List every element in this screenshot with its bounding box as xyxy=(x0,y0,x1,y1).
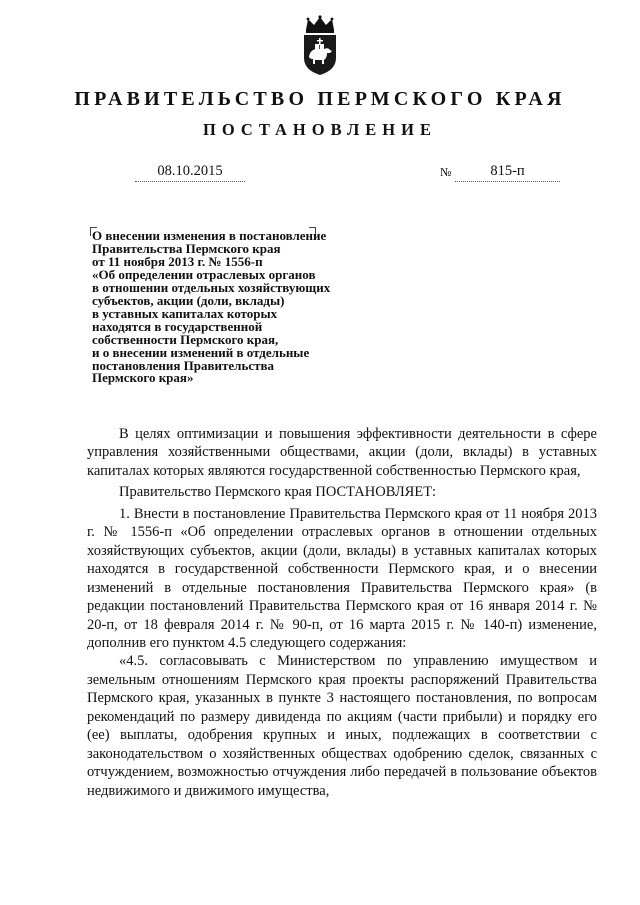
document-body xyxy=(87,425,597,800)
subject-line: «Об определении отраслевых органов xyxy=(92,266,316,282)
subject-line: от 11 ноября 2013 г. № 1556-п xyxy=(92,253,263,269)
document-date: 08.10.2015 xyxy=(135,163,245,182)
item-4-5-paragraph: «4.5. согласовывать с Министерством по управлению имуществом и земельным отношениям Пермского края проекты распоряжений Правительства Пермского края, указанных в пункте 3 настоящего постановления, по вопросам рекомендаций по размеру дивиденда по акциям (части прибыли) и порядку его (ее) выплаты, одобрения крупных и иных, подлежащих в соответствии с законодательством о хозяйственных обществах одобрению сделок, связанных с отчуждением, возможностью отчуждения либо передачей в пользование объектов недвижимого и движимого имущества, xyxy=(87,653,597,799)
preamble-paragraph: В целях оптимизации и повышения эффективности деятельности в сфере управления хозяйственными обществами, акции (доли, вклады) в уставных капиталах которых являются государственной собственностью Пермского края, xyxy=(87,426,597,479)
subject-line: и о внесении изменений в отдельные xyxy=(92,344,310,360)
document-type: ПОСТАНОВЛЕНИЕ xyxy=(203,120,437,139)
subject-line: находятся в государственной xyxy=(92,318,263,334)
subject-line: постановления Правительства xyxy=(92,357,274,373)
document-number: 815-п xyxy=(455,163,560,182)
subject-line: Правительства Пермского края xyxy=(92,240,281,256)
subject-line: собственности Пермского края, xyxy=(92,331,279,347)
subject-line: субъектов, акции (доли, вклады) xyxy=(92,292,285,308)
subject-line: в отношении отдельных хозяйствующих xyxy=(92,279,331,295)
subject-line: Пермского края» xyxy=(92,370,194,386)
number-sign: № xyxy=(440,165,452,179)
document-subject xyxy=(92,230,382,385)
organization-title: ПРАВИТЕЛЬСТВО ПЕРМСКОГО КРАЯ xyxy=(74,88,566,110)
subject-line: в уставных капиталах которых xyxy=(92,305,278,321)
coat-of-arms-icon xyxy=(298,14,342,76)
subject-line: О внесении изменения в постановление xyxy=(92,228,327,243)
item-1-paragraph: 1. Внести в постановление Правительства Пермского края от 11 ноября 2013 г. № 1556-п «Об определении отраслевых органов в отношении отдельных хозяйствующих субъектов, акции (доли, вклады) в уставных капиталах которых находятся в государственной собственности Пермского края, и о внесении изменений в отдельные постановления Правительства Пермского края» (в редакции постановлений Правительства Пермского края от 16 января 2014 г. № 20-п, от 18 февраля 2014 г. № 90-п, от 16 марта 2015 г. № 140-п) изменение, дополнив его пунктом 4.5 следующего содержания: xyxy=(87,505,597,651)
resolution-paragraph: Правительство Пермского края ПОСТАНОВЛЯЕТ: xyxy=(119,484,437,501)
